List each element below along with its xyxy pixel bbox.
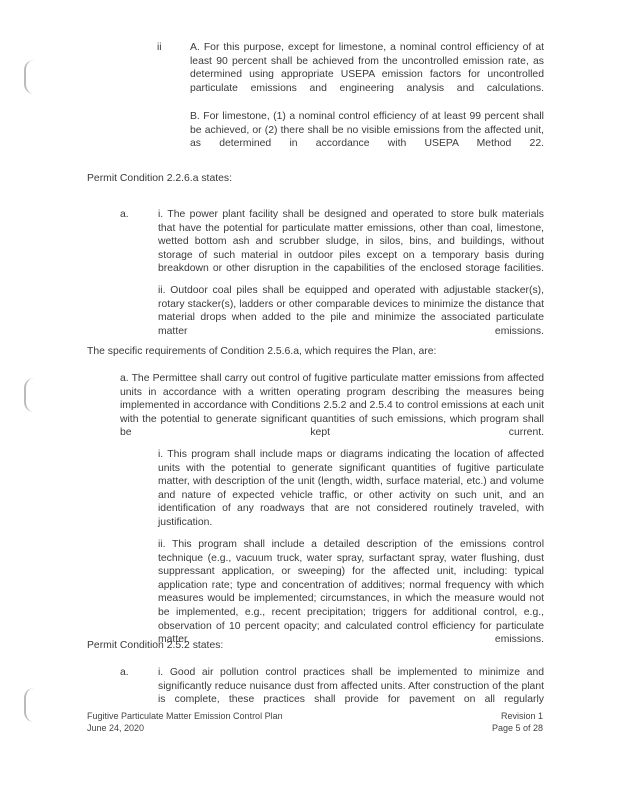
list-label-a: a.	[120, 667, 129, 678]
footer-date: June 24, 2020	[87, 723, 145, 733]
section-heading: Permit Condition 2.5.2 states:	[87, 640, 224, 651]
paragraph-i: i. The power plant facility shall be designed and operated to store bulk materials that have the potential for particulate matter emissions, other than coal, limestone, wetted bottom ash and scrubber sludge, in silos, bins, and buildings, without storage of such material in outdoor piles except on a temporary basis during breakdown or other disruption in the capabilities of the enclosed storage facilities.	[158, 209, 544, 275]
scan-margin-mark	[24, 688, 36, 722]
section-heading: The specific requirements of Condition 2.5.6.a, which requires the Plan, are:	[87, 346, 437, 357]
list-label-a: a.	[120, 209, 129, 220]
footer-page-number: Page 5 of 28	[491, 723, 543, 733]
list-label-ii: ii	[157, 42, 162, 53]
footer-title: Fugitive Particulate Matter Emission Control Plan	[87, 711, 283, 721]
paragraph-i: i. This program shall include maps or diagrams indicating the location of affected units with the potential to generate significant quantities of fugitive particulate matter, with description of the unit (length, width, surface material, etc.) and volume and nature of expected vehicle traffic, or other activity on such unit, and an identification of any roadways that are not considered routinely traveled, with justification.	[158, 449, 544, 528]
paragraph-ii: ii. Outdoor coal piles shall be equipped and operated with adjustable stacker(s), rotary stacker(s), ladders or other comparable devices to minimize the distance that material drops when added to the pile and minimize the associated particulate matter emissions.	[158, 285, 544, 337]
footer-revision: Revision 1	[500, 711, 543, 721]
paragraph-B: B. For limestone, (1) a nominal control efficiency of at least 99 percent shall be achieved, or (2) there shall be no visible emissions from the affected unit, as determined in accordance with USEPA Method 22.	[190, 111, 544, 150]
paragraph-ii: ii. This program shall include a detailed description of the emissions control technique (e.g., vacuum truck, water spray, surfactant spray, water flushing, dust suppressant application, or sweeping) for the affected unit, including: typical application rate; type and concentration of additives; normal frequency with which measures would be implemented; circumstances, in which the measure would not be implemented, e.g., recent precipitation; triggers for additional control, e.g., observation of 10 percent opacity; and calculated control efficiency for particulate matter emissions.	[158, 539, 544, 646]
paragraph-A: A. For this purpose, except for limestone, a nominal control efficiency of at least 90 percent shall be achieved from the uncontrolled emission rate, as determined using appropriate USEPA emission factors for uncontrolled particulate emissions and engineering analysis and calculations.	[190, 42, 544, 94]
scan-margin-mark	[24, 60, 36, 94]
scan-margin-mark	[24, 378, 36, 412]
section-heading: Permit Condition 2.2.6.a states:	[87, 173, 232, 184]
paragraph-a: a. The Permittee shall carry out control of fugitive particulate matter emissions from affected units in accordance with a written operating program describing the measures being implemented in accordance with Conditions 2.5.2 and 2.5.4 to control emissions at each unit with the potential to generate significant quantities of such emissions, which program shall be kept current.	[120, 373, 544, 439]
paragraph-i: i. Good air pollution control practices shall be implemented to minimize and significantly reduce nuisance dust from affected units. After construction of the plant is complete, these practices shall provide for pavement on all regularly	[158, 667, 544, 706]
